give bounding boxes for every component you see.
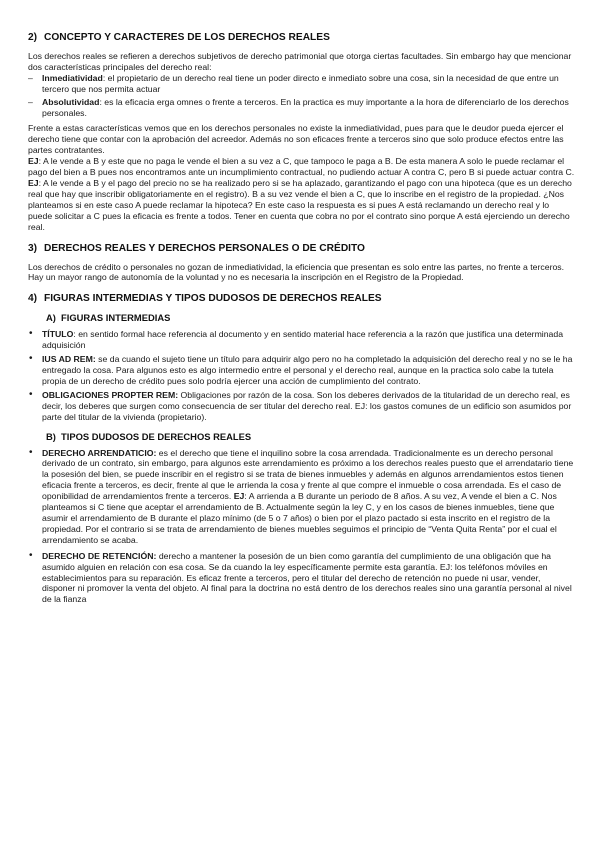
section-number: 3) — [28, 242, 38, 254]
definition: derecho a mantener la posesión de un bien como garantía del cumplimiento de una obligación que ha asumido alguien en relación con esa cosa. Se da cuando la ley específicamente permite esta garantía. EJ: los teléfonos móviles en establecimientos para su reparación. Es eficaz frente a terceros, pero el titular del derecho de retención no puede ni usar, vender, disponer ni promover la venta del objeto. Al final para la doctrina no está dentro de los derechos reales sino una garantía personal al nivel de la fianza — [42, 550, 572, 605]
subsection-title: FIGURAS INTERMEDIAS — [61, 312, 171, 324]
section-title: CONCEPTO Y CARACTERES DE LOS DERECHOS REALES — [44, 32, 330, 43]
subsection-b-heading — [46, 431, 575, 442]
section-4-heading — [28, 293, 575, 305]
definition: : en sentido formal hace referencia al documento y en sentido material hace referencia a la razón que justifica una determinada adquisición — [42, 329, 564, 351]
intermediate-figures-list — [28, 329, 575, 422]
list-item — [28, 73, 575, 95]
example-text: : A le vende a B y el pago del precio no se ha realizado pero si se ha aplazado, garantizando el pago con una hipoteca (que es un derecho real que hay que inscribir obligatoriamente en el registro). B a su vez vende el bien a C, que lo inscribe en el registro de la propiedad. ¿Nos planteamos si en este caso A puede reclamar la hipoteca? En este caso la respuesta es si pues A está reclamando un derecho real y lo puede solicitar a C pues la eficacia es frente a todos. Tener en cuenta que cobra no por el contrato sino porque A está ejerciendo un derecho real. — [28, 177, 572, 232]
list-item — [28, 329, 575, 351]
section-3-heading — [28, 243, 575, 255]
section-2-heading — [28, 32, 575, 44]
example-paragraph — [28, 156, 575, 178]
term: DERECHO DE RETENCIÓN: — [42, 550, 157, 561]
definition: Obligaciones por razón de la cosa. Son los deberes derivados de la titularidad de un derecho real, es decir, los deberes que surgen como consecuencia de ser titular del derecho real. EJ: los gastos comunes de un edificio son asumidos por parte del titular de la vivienda (propietario). — [42, 389, 572, 422]
definition: se da cuando el sujeto tiene un título para adquirir algo pero no ha completado la adquisición del derecho real y no se le ha entregado la cosa. Para algunos esto es algo intermedio entre el personal y el derecho real, aunque en la practica solo cabe la tutela propia de un derecho de crédito pues solo podría ejercer una acción de cumplimiento del contrato. — [42, 354, 573, 386]
section-number: 4) — [28, 293, 38, 305]
subsection-title: TIPOS DUDOSOS DE DERECHOS REALES — [61, 430, 252, 442]
definition: : el propietario de un derecho real tiene un poder directo e inmediato sobre una cosa, sin la necesidad de que entre un tercero que nos permita actuar — [42, 72, 559, 94]
term: Absolutividad — [42, 96, 100, 107]
list-item — [28, 97, 575, 119]
paragraph: Frente a estas características vemos que en los derechos personales no existe la inmediatividad, pues para que le deudor pueda ejercer el derecho tiene que contar con la aprobación del acreedor. Además no son eficaces frente a terceros sino que solo produce efectos entre las partes contratantes. — [28, 123, 564, 156]
section-3 — [28, 243, 575, 284]
definition: : es la eficacia erga omnes o frente a terceros. En la practica es muy importante a la hora de diferenciarlo de los derechos personales. — [42, 96, 569, 118]
section-2-intro: Los derechos reales se refieren a derechos subjetivos de derecho patrimonial que otorga ciertas facultades. Sin embargo hay que mencionar dos características principales del derecho real: — [28, 51, 572, 72]
term: TÍTULO — [42, 329, 74, 340]
term: DERECHO ARRENDATICIO: — [42, 447, 157, 458]
example-text: : A le vende a B y este que no paga le vende el bien a su vez a C, que tampoco le paga a B. De esta manera A solo le puede reclamar el pago del bien a B pues nos encontramos ante un incumplimiento contractual, no pudiendo actuar A contra C, pero B si puede actuar contra C. — [28, 156, 575, 178]
list-item — [28, 354, 575, 387]
list-item — [28, 390, 575, 423]
doubtful-rights-list — [28, 448, 575, 606]
subsection-letter: A) — [46, 312, 56, 324]
example-label: EJ — [28, 156, 39, 167]
paragraph: Los derechos de crédito o personales no gozan de inmediatividad, la eficiencia que presentan es solo entre las partes, no frente a terceros. Hay un mayor rango de autonomía de la voluntad y no es necesaria la inscripción en el Registro de la Propiedad. — [28, 261, 565, 283]
subsection-letter: B) — [46, 430, 56, 442]
section-2 — [28, 32, 575, 233]
example-label: EJ — [28, 177, 39, 188]
subsection-a-heading — [46, 312, 575, 323]
section-4 — [28, 293, 575, 605]
term: Inmediatividad — [42, 72, 103, 83]
section-title: FIGURAS INTERMEDIAS Y TIPOS DUDOSOS DE DERECHOS REALES — [44, 293, 382, 305]
term: OBLIGACIONES PROPTER REM: — [42, 389, 179, 400]
example-text: : A arrienda a B durante un periodo de 8 años. A su vez, A vende el bien a C. Nos planteamos si C tiene que aceptar el arrendamiento de B. Actualmente según la ley C, y en los casos de bienes inmuebles, tiene que asumir el arrendamiento de B durante el plazo mínimo (de 5 o 7 años) o bien por el plazo pactado si esta inscrito en el registro de la propiedad. Por el contrario si se trata de arrendamiento de bienes muebles seguimos el principio de “Venta Quita Renta” por el cual el arrendamiento se acaba. — [42, 491, 557, 545]
example-label: EJ — [233, 491, 245, 502]
section-number: 2) — [28, 32, 38, 43]
list-item — [28, 551, 575, 606]
example-paragraph — [28, 178, 575, 233]
term: IUS AD REM: — [42, 354, 96, 365]
document-page — [28, 32, 575, 615]
list-item — [28, 448, 575, 546]
section-title: DERECHOS REALES Y DERECHOS PERSONALES O DE CRÉDITO — [44, 242, 365, 254]
characteristics-list — [28, 73, 575, 119]
definition: es el derecho que tiene el inquilino sobre la cosa arrendada. Tradicionalmente es un derecho personal derivado de un contrato, sin embargo, para algunos este arrendamiento es próximo a los derechos reales puesto que el arrendatario tiene la posesión del bien, se puede inscribir en el registro si se trata de bienes inmuebles y además en algunos arrendamientos estos tienen eficacia frente a terceros, es decir, frente al que le arrienda la cosa y frente al que compre el inmueble o cosa arrendada. Es el caso de oponibilidad de arrendamientos frente a terceros. — [42, 447, 574, 502]
